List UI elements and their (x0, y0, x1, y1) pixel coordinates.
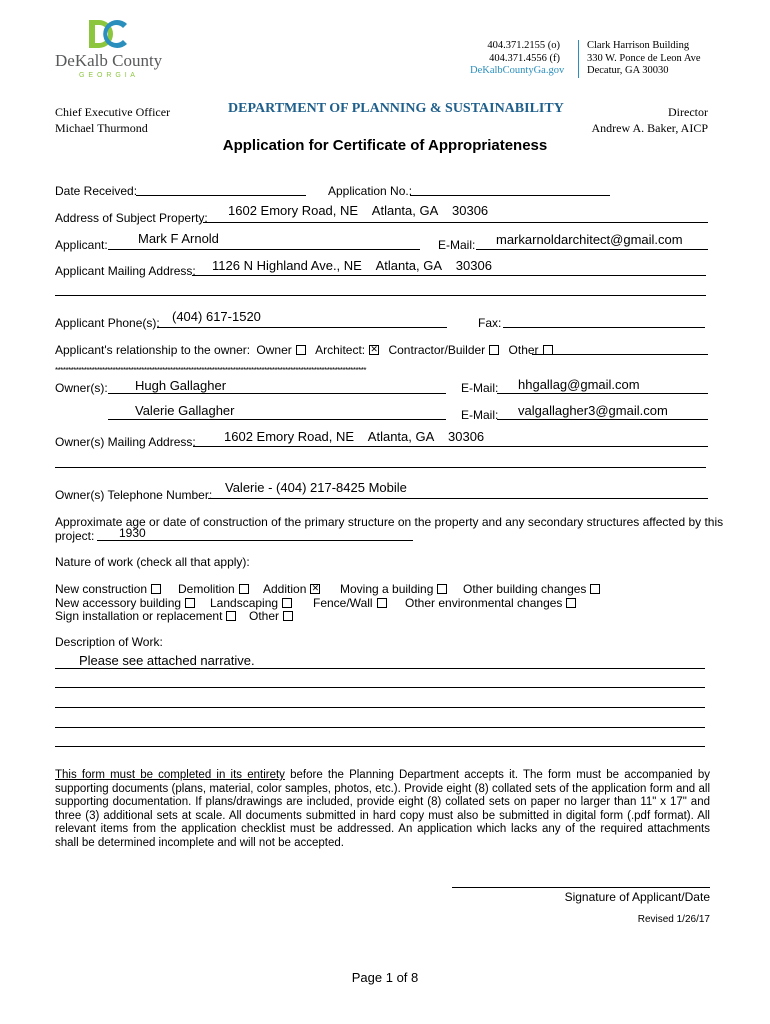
nature-label: Nature of work (check all that apply): (55, 555, 250, 569)
description-line-4 (55, 727, 705, 728)
work-other-building-checkbox[interactable] (590, 584, 600, 594)
fax-phone: 404.371.4556 (f) (489, 52, 560, 64)
director-name: Andrew A. Baker, AICP (591, 121, 708, 135)
applicant-email-value[interactable]: markarnoldarchitect@gmail.com (496, 232, 683, 247)
relationship-label: Applicant's relationship to the owner: (55, 343, 251, 357)
application-no-label: Application No.: (328, 184, 413, 198)
work-moving (340, 582, 447, 596)
rel-contractor-checkbox[interactable] (489, 345, 499, 355)
work-moving-label: Moving a building (340, 582, 434, 596)
owner-2-value[interactable]: Valerie Gallagher (135, 403, 235, 418)
owner-2-line (108, 419, 446, 420)
mailing-field-line-2 (55, 295, 706, 296)
applicant-field-line (108, 249, 420, 250)
director-title: Director (668, 105, 708, 119)
ceo-name: Michael Thurmond (55, 121, 148, 135)
work-new-accessory-checkbox[interactable] (185, 598, 195, 608)
work-row-1 (55, 582, 161, 596)
mailing-field-line (192, 275, 706, 276)
description-line-3 (55, 707, 705, 708)
relationship-row (55, 343, 553, 357)
page-number: Page 1 of 8 (351, 970, 419, 985)
county-logo (55, 18, 165, 80)
applicant-label: Applicant: (55, 238, 108, 252)
notice-underlined: This form must be completed in its entirety (55, 769, 285, 781)
age-line (97, 540, 413, 541)
owner-1-line (108, 393, 446, 394)
address-line-3: Decatur, GA 30030 (587, 65, 669, 76)
owner-1-email-line (497, 393, 708, 394)
contact-block (470, 40, 565, 78)
address-line-2: 330 W. Ponce de Leon Ave (587, 52, 701, 64)
dc-logo-icon (87, 18, 131, 50)
age-label-2: project: (55, 529, 95, 543)
work-fence (313, 596, 387, 610)
county-state: G E O R G I A (79, 72, 136, 79)
rel-architect-label: Architect: (315, 343, 366, 357)
work-new-accessory (55, 596, 195, 610)
work-landscaping-checkbox[interactable] (282, 598, 292, 608)
work-other-env-checkbox[interactable] (566, 598, 576, 608)
owner-phone-line (208, 498, 708, 499)
owner-1-email-value[interactable]: hhgallag@gmail.com (518, 377, 640, 392)
notice-text: before the Planning Department accepts it. The form must be accompanied by supporting documents (plans, material, color samples, photos, etc.). Provide eight (8) collated sets of the application form and all supporting documentation. If plans/drawings are included, provide eight (8) collated sets on paper no larger than 11" x 17" and three (3) additional sets at scale. All documents submitted in hard copy must also be submitted in digital form (.pdf format). All relevant items from the application checklist must be addressed. An application which lacks any of the required attachments shall be determined incomplete and will not be accepted. (55, 769, 710, 849)
work-addition-label: Addition (263, 582, 307, 596)
description-line-5 (55, 746, 705, 747)
work-new-accessory-label: New accessory building (55, 596, 182, 610)
notice-paragraph (55, 769, 710, 850)
owner-2-email-label: E-Mail: (461, 408, 499, 422)
address-field-line (203, 222, 708, 223)
description-label: Description of Work: (55, 635, 163, 649)
address-label: Address of Subject Property: (55, 211, 208, 225)
work-moving-checkbox[interactable] (437, 584, 447, 594)
signature-line[interactable] (452, 887, 710, 888)
signature-label: Signature of Applicant/Date (564, 890, 710, 904)
work-addition-checkbox[interactable]: ✕ (311, 582, 320, 593)
owner-1-email-label: E-Mail: (461, 381, 499, 395)
website-link[interactable]: DeKalbCountyGa.gov (470, 65, 565, 76)
work-demolition-checkbox[interactable] (239, 584, 249, 594)
description-line-2 (55, 687, 705, 688)
owner-phone-label: Owner(s) Telephone Number: (55, 488, 213, 502)
work-other-env (405, 596, 576, 610)
phone-field-line (157, 327, 447, 328)
application-no-field[interactable] (410, 195, 610, 196)
owner-mailing-label: Owner(s) Mailing Address: (55, 435, 196, 449)
applicant-email-label: E-Mail: (438, 238, 476, 252)
work-fence-checkbox[interactable] (377, 598, 387, 608)
owner-2-email-value[interactable]: valgallagher3@gmail.com (518, 403, 668, 418)
work-fence-label: Fence/Wall (313, 596, 373, 610)
applicant-value[interactable]: Mark F Arnold (138, 231, 219, 246)
date-received-label: Date Received: (55, 184, 138, 198)
work-other-building (463, 582, 600, 596)
applicant-email-line (476, 249, 708, 250)
header-divider (578, 40, 579, 78)
work-landscaping-label: Landscaping (210, 596, 279, 610)
work-other-label: Other (249, 609, 280, 623)
rel-architect-checkbox[interactable]: ✕ (370, 343, 378, 354)
date-received-field[interactable] (136, 195, 306, 196)
owner-phone-value[interactable]: Valerie - (404) 217-8425 Mobile (225, 480, 407, 495)
work-demolition-label: Demolition (178, 582, 235, 596)
rel-contractor-label: Contractor/Builder (388, 343, 486, 357)
age-value[interactable]: 1930 (119, 526, 146, 540)
rel-other-line (532, 354, 708, 355)
work-new-construction-label: New construction (55, 582, 148, 596)
fax-label: Fax: (478, 316, 502, 330)
address-value[interactable]: 1602 Emory Road, NE Atlanta, GA 30306 (228, 203, 489, 218)
work-sign-label: Sign installation or replacement (55, 609, 223, 623)
owners-label: Owner(s): (55, 381, 108, 395)
age-label: Approximate age or date of construction of the primary structure on the property and any secondary structures affected by this (55, 515, 724, 529)
work-other-building-label: Other building changes (463, 582, 587, 596)
department-name: DEPARTMENT OF PLANNING & SUSTAINABILITY (228, 101, 564, 116)
phone-value[interactable]: (404) 617-1520 (172, 309, 261, 324)
revised-date: Revised 1/26/17 (637, 914, 710, 925)
mailing-label: Applicant Mailing Address: (55, 264, 196, 278)
mailing-value[interactable]: 1126 N Highland Ave., NE Atlanta, GA 30306 (212, 258, 492, 273)
owner-1-value[interactable]: Hugh Gallagher (135, 378, 227, 393)
owner-2-email-line (497, 419, 708, 420)
work-sign (55, 609, 236, 623)
work-addition (263, 582, 320, 596)
rel-other-label: Other (508, 343, 539, 357)
owner-mailing-line (193, 446, 708, 447)
address-block (587, 40, 727, 78)
county-name: DeKalb County (55, 51, 163, 70)
work-other (249, 609, 293, 623)
office-phone: 404.371.2155 (o) (487, 40, 560, 51)
work-sign-checkbox[interactable] (226, 611, 236, 621)
ceo-title: Chief Executive Officer (55, 105, 171, 119)
phone-label: Applicant Phone(s): (55, 316, 160, 330)
section-divider: *********************************************************************************************************************** (55, 366, 366, 375)
rel-owner-checkbox[interactable] (296, 345, 306, 355)
form-title: Application for Certificate of Appropriateness (222, 137, 548, 154)
owner-mailing-value[interactable]: 1602 Emory Road, NE Atlanta, GA 30306 (224, 429, 485, 444)
fax-field-line[interactable] (503, 327, 705, 328)
work-landscaping (210, 596, 292, 610)
description-line-1 (55, 668, 705, 669)
work-other-env-label: Other environmental changes (405, 596, 563, 610)
rel-owner-label: Owner (256, 343, 292, 357)
owner-mailing-line-2 (55, 467, 706, 468)
work-demolition (178, 582, 249, 596)
address-line-1: Clark Harrison Building (587, 40, 690, 51)
description-value[interactable]: Please see attached narrative. (79, 653, 255, 668)
work-new-construction-checkbox[interactable] (151, 584, 161, 594)
work-other-checkbox[interactable] (283, 611, 293, 621)
